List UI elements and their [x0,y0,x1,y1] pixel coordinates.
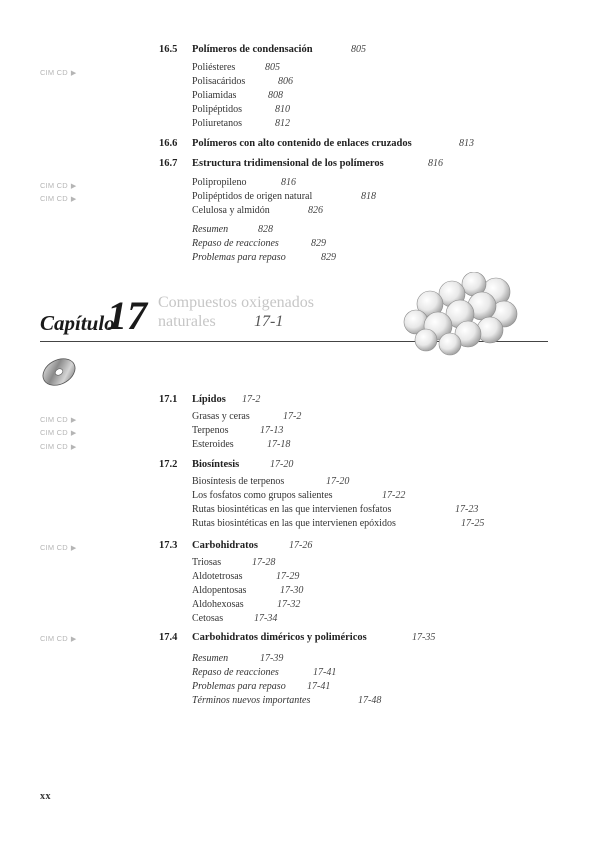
section-title[interactable]: Polímeros de condensación [192,44,313,55]
cim-cd-marker[interactable]: CIM CD ▶ [40,68,77,77]
toc-item[interactable]: Terpenos [192,425,229,436]
play-arrow-icon: ▶ [70,430,77,437]
section-number: 16.6 [159,138,178,149]
cim-cd-marker[interactable]: CIM CD ▶ [40,634,77,643]
summary-item[interactable]: Repaso de reacciones [192,238,279,249]
toc-item[interactable]: Aldotetrosas [192,571,243,582]
section-number: 17.2 [159,459,178,470]
toc-item[interactable]: Aldohexosas [192,599,244,610]
play-arrow-icon: ▶ [70,545,77,552]
chapter-title-line2: naturales [158,313,216,330]
page-number: xx [40,791,51,802]
toc-item[interactable]: Polipéptidos de origen natural [192,191,313,202]
toc-item-page: 17-2 [283,411,302,422]
toc-item-page: 17-25 [461,518,485,529]
section-title[interactable]: Biosíntesis [192,459,240,470]
toc-item-page: 812 [275,118,290,129]
summary-item[interactable]: Resumen [192,653,229,664]
section-title[interactable]: Polímeros con alto contenido de enlaces cruzados [192,138,412,149]
summary-page: 17-39 [260,653,284,664]
play-arrow-icon: ▶ [70,70,77,77]
toc-item[interactable]: Polisacáridos [192,76,246,87]
summary-item[interactable]: Términos nuevos importantes [192,695,311,706]
cim-cd-marker[interactable]: CIM CD ▶ [40,428,77,437]
toc-item-page: 826 [308,205,323,216]
section-page: 17-35 [412,632,436,643]
cim-cd-marker[interactable]: CIM CD ▶ [40,181,77,190]
toc-item[interactable]: Biosíntesis de terpenos [192,476,285,487]
summary-page: 17-41 [313,667,337,678]
toc-item-page: 17-13 [260,425,284,436]
section-number: 17.1 [159,394,178,405]
section-page: 17-26 [289,540,313,551]
toc-item[interactable]: Poliuretanos [192,118,242,129]
toc-item[interactable]: Polipropileno [192,177,247,188]
summary-page: 828 [258,224,273,235]
section-number: 17.3 [159,540,178,551]
section-title[interactable]: Carbohidratos [192,540,258,551]
toc-item-page: 17-28 [252,557,276,568]
toc-item[interactable]: Aldopentosas [192,585,247,596]
section-page: 805 [351,44,366,55]
section-page: 17-20 [270,459,294,470]
toc-item[interactable]: Los fosfatos como grupos salientes [192,490,333,501]
section-page: 17-2 [242,394,261,405]
summary-item[interactable]: Repaso de reacciones [192,667,279,678]
toc-item-page: 818 [361,191,376,202]
play-arrow-icon: ▶ [70,636,77,643]
toc-item-page: 17-34 [254,613,278,624]
summary-page: 17-41 [307,681,331,692]
toc-item[interactable]: Triosas [192,557,222,568]
toc-item-page: 805 [265,62,280,73]
chapter-word: Capítulo [40,311,115,335]
play-arrow-icon: ▶ [70,196,77,203]
section-number: 16.7 [159,158,178,169]
toc-item[interactable]: Grasas y ceras [192,411,250,422]
toc-item-page: 17-32 [277,599,301,610]
toc-item[interactable]: Rutas biosintéticas en las que intervienen fosfatos [192,504,392,515]
toc-item[interactable]: Poliésteres [192,62,236,73]
toc-item-page: 17-30 [280,585,304,596]
section-title[interactable]: Carbohidratos diméricos y poliméricos [192,632,367,643]
toc-item-page: 17-22 [382,490,406,501]
toc-item[interactable]: Esteroides [192,439,234,450]
section-number: 16.5 [159,44,178,55]
section-title[interactable]: Estructura tridimensional de los polímeros [192,158,384,169]
cim-cd-marker[interactable]: CIM CD ▶ [40,194,77,203]
summary-item[interactable]: Resumen [192,224,229,235]
section-title[interactable]: Lípidos [192,394,226,405]
summary-page: 829 [321,252,336,263]
summary-page: 17-48 [358,695,382,706]
toc-item-page: 17-20 [326,476,350,487]
toc-item[interactable]: Cetosas [192,613,224,624]
cim-cd-marker[interactable]: CIM CD ▶ [40,415,77,424]
play-arrow-icon: ▶ [70,183,77,190]
molecule-model-image [396,272,520,356]
toc-item-page: 17-23 [455,504,479,515]
play-arrow-icon: ▶ [70,417,77,424]
play-arrow-icon: ▶ [70,444,77,451]
chapter-title-line1: Compuestos oxigenados [158,294,314,311]
toc-item-page: 806 [278,76,293,87]
toc-item[interactable]: Poliamidas [192,90,237,101]
toc-item[interactable]: Celulosa y almidón [192,205,270,216]
chapter-page: 17-1 [254,313,284,330]
cd-disc-icon[interactable] [40,354,78,388]
section-page: 816 [428,158,443,169]
summary-item[interactable]: Problemas para repaso [192,252,286,263]
section-number: 17.4 [159,632,178,643]
summary-page: 829 [311,238,326,249]
toc-item[interactable]: Rutas biosintéticas en las que intervienen epóxidos [192,518,396,529]
cim-cd-marker[interactable]: CIM CD ▶ [40,442,77,451]
toc-item-page: 816 [281,177,296,188]
toc-item-page: 810 [275,104,290,115]
toc-item[interactable]: Polipéptidos [192,104,243,115]
section-page: 813 [459,138,474,149]
cim-cd-marker[interactable]: CIM CD ▶ [40,543,77,552]
chapter-number: 17 [107,293,147,338]
toc-item-page: 17-18 [267,439,291,450]
toc-item-page: 17-29 [276,571,300,582]
toc-item-page: 808 [268,90,283,101]
summary-item[interactable]: Problemas para repaso [192,681,286,692]
